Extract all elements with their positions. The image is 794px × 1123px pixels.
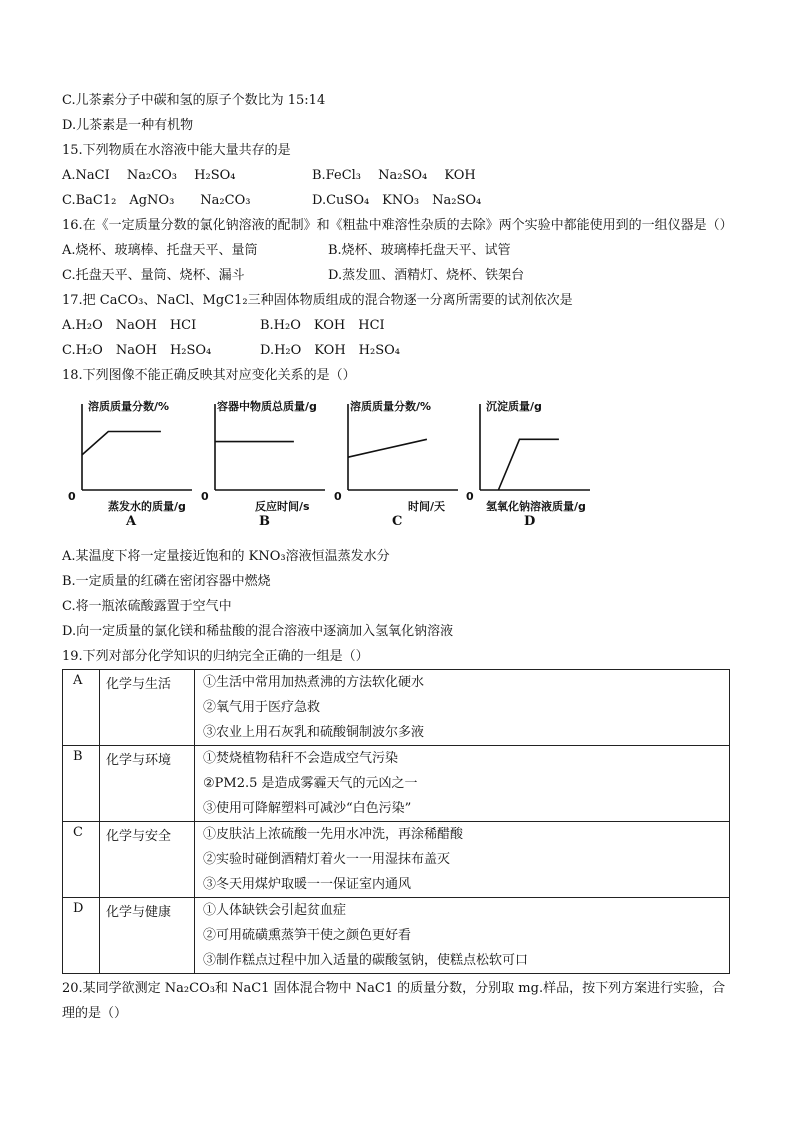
q15-options-cd xyxy=(62,188,732,213)
q16-stem: 16.在《一定质量分数的氯化钠溶液的配制》和《粗盐中难溶性杂质的去除》两个实验中都能使用到的一组仪器是（） xyxy=(62,218,733,233)
table-row xyxy=(63,822,730,898)
q19-stem: 19.下列对部分化学知识的归纳完全正确的一组是（） xyxy=(62,649,369,664)
chart-b-ylabel: 容器中物质总质量/g xyxy=(217,400,317,413)
chart-c-ylabel: 溶质质量分数/% xyxy=(350,400,432,413)
q16-options-cd xyxy=(62,263,732,288)
row-topic: 化学与环境 xyxy=(100,746,195,822)
row-item: ③使用可降解塑料可减沙“白色污染” xyxy=(203,801,412,816)
chart-a-ylabel: 溶质质量分数/% xyxy=(88,400,170,413)
chart-b xyxy=(197,390,327,538)
row-item: ②可用硫磺熏蒸笋干使之颜色更好看 xyxy=(203,928,412,943)
row-key: C xyxy=(63,822,100,898)
q15-options-ab xyxy=(62,163,732,188)
row-items xyxy=(195,822,730,898)
q16-option-a: A.烧杯、玻璃棒、托盘天平、量筒 xyxy=(62,243,258,258)
row-item: ②氧气用于医疗急救 xyxy=(203,700,321,715)
row-items xyxy=(195,898,730,974)
q15-option-c: C.BaC1₂ AgNO₃ Na₂CO₃ xyxy=(62,193,251,208)
row-item: ①焚烧植物秸秆不会造成空气污染 xyxy=(203,751,399,766)
row-item: ③农业上用石灰乳和硫酸铜制波尔多液 xyxy=(203,725,425,740)
chart-d-origin: 0 xyxy=(466,490,474,503)
chart-c-origin: 0 xyxy=(334,490,342,503)
q18-charts xyxy=(62,390,732,538)
q18-option-d: D.向一定质量的氯化镁和稀盐酸的混合溶液中逐滴加入氢氧化钠溶液 xyxy=(62,624,454,639)
chart-a-xlabel: 蒸发水的质量/g xyxy=(108,500,186,513)
row-item: ③冬天用煤炉取暖一一保证室内通风 xyxy=(203,877,412,892)
q16-option-d: D.蒸发皿、酒精灯、烧杯、铁架台 xyxy=(328,268,525,283)
chart-a-caption: A xyxy=(126,514,137,529)
q14-option-d: D.儿茶素是一种有机物 xyxy=(62,118,194,133)
row-item: ②PM2.5 是造成雾霾天气的元凶之一 xyxy=(203,776,418,791)
q17-options-ab xyxy=(62,313,732,338)
q15-option-a: A.NaCI Na₂CO₃ H₂SO₄ xyxy=(62,168,236,183)
q15-option-b: B.FeCl₃ Na₂SO₄ KOH xyxy=(312,168,476,183)
q18-stem: 18.下列图像不能正确反映其对应变化关系的是（） xyxy=(62,368,356,383)
table-row xyxy=(63,670,730,746)
q18-option-c: C.将一瓶浓硫酸露置于空气中 xyxy=(62,599,232,614)
chart-c xyxy=(330,390,460,538)
chart-b-caption: B xyxy=(259,514,270,529)
table-row xyxy=(63,746,730,822)
q18-option-b: B.一定质量的红磷在密闭容器中燃烧 xyxy=(62,574,271,589)
chart-d xyxy=(462,390,592,538)
row-items xyxy=(195,670,730,746)
q17-option-b: B.H₂O KOH HCI xyxy=(260,318,385,333)
series-line xyxy=(348,439,427,457)
chart-d-xlabel: 氢氧化钠溶液质量/g xyxy=(486,500,586,513)
q17-option-a: A.H₂O NaOH HCI xyxy=(62,318,197,333)
q15-option-d: D.CuSO₄ KNO₃ Na₂SO₄ xyxy=(312,193,482,208)
q16-options-ab xyxy=(62,238,732,263)
chart-c-xlabel: 时间/天 xyxy=(408,500,446,513)
row-item: ③制作糕点过程中加入适量的碳酸氢钠，使糕点松软可口 xyxy=(203,953,529,968)
exam-page xyxy=(62,88,732,1026)
table-row xyxy=(63,898,730,974)
chart-d-caption: D xyxy=(524,514,536,529)
q17-option-c: C.H₂O NaOH H₂SO₄ xyxy=(62,343,212,358)
q18-option-a: A.某温度下将一定量接近饱和的 KNO₃溶液恒温蒸发水分 xyxy=(62,549,390,564)
row-key: A xyxy=(63,670,100,746)
q15-stem: 15.下列物质在水溶液中能大量共存的是 xyxy=(62,143,291,158)
series-line xyxy=(498,439,559,490)
chart-b-xlabel: 反应时间/s xyxy=(255,500,310,513)
chart-a xyxy=(64,390,194,538)
row-item: ②实验时碰倒酒精灯着火一一用湿抹布盖灭 xyxy=(203,852,451,867)
chart-c-caption: C xyxy=(392,514,403,529)
row-topic: 化学与安全 xyxy=(100,822,195,898)
q16-option-b: B.烧杯、玻璃棒托盘天平、试管 xyxy=(328,243,511,258)
chart-d-ylabel: 沉淀质量/g xyxy=(486,400,542,413)
row-topic: 化学与健康 xyxy=(100,898,195,974)
q17-stem: 17.把 CaCO₃、NaCl、MgC1₂三种固体物质组成的混合物逐一分离所需要的试剂依次是 xyxy=(62,293,573,308)
q19-table xyxy=(62,669,730,974)
row-item: ①人体缺铁会引起贫血症 xyxy=(203,903,347,918)
q20-stem: 20.某同学欲测定 Na₂CO₃和 NaC1 固体混合物中 NaC1 的质量分数，分别取 mg.样品，按下列方案进行实验，合理的是（） xyxy=(62,981,726,1021)
chart-a-origin: 0 xyxy=(68,490,76,503)
row-item: ①生活中常用加热煮沸的方法软化硬水 xyxy=(203,675,425,690)
q14-option-c: C.儿茶素分子中碳和氢的原子个数比为 15:14 xyxy=(62,93,326,108)
series-line xyxy=(82,432,161,455)
row-item: ①皮肤沾上浓硫酸一先用水冲洗，再涂稀醋酸 xyxy=(203,827,464,842)
row-items xyxy=(195,746,730,822)
chart-b-origin: 0 xyxy=(201,490,209,503)
row-key: B xyxy=(63,746,100,822)
q16-option-c: C.托盘天平、量筒、烧杯、漏斗 xyxy=(62,268,245,283)
row-topic: 化学与生活 xyxy=(100,670,195,746)
q17-option-d: D.H₂O KOH H₂SO₄ xyxy=(260,343,400,358)
row-key: D xyxy=(63,898,100,974)
q17-options-cd xyxy=(62,338,732,363)
